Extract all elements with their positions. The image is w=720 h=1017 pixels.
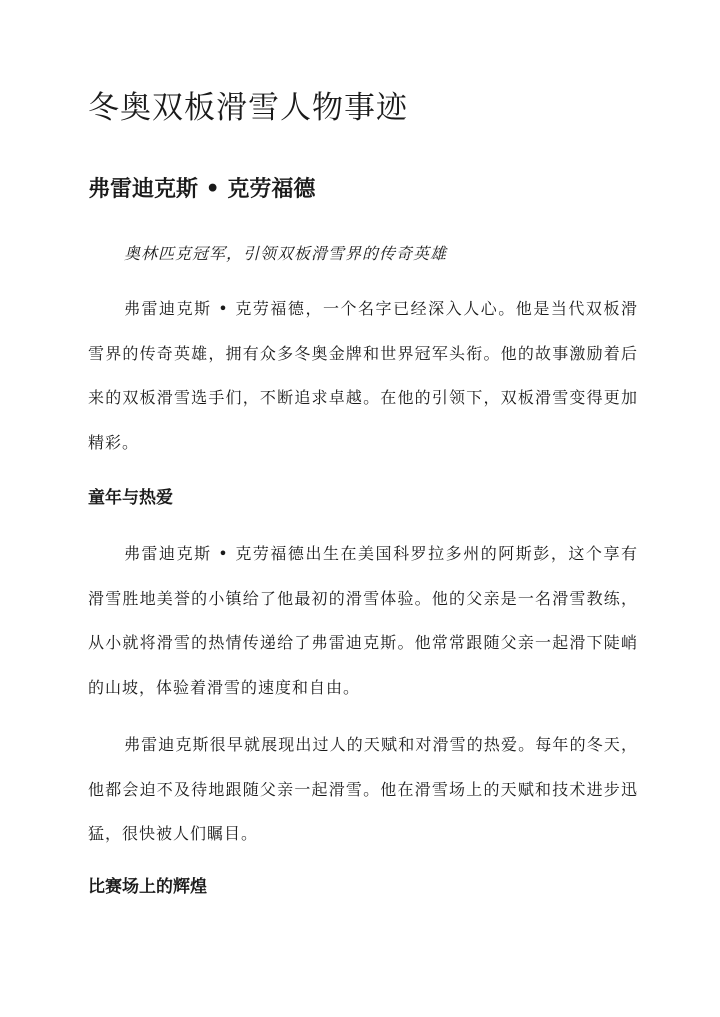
intro-paragraph: 弗雷迪克斯 • 克劳福德，一个名字已经深入人心。他是当代双板滑雪界的传奇英雄，拥有众多冬奥金牌和世界冠军头衔。他的故事激励着后来的双板滑雪选手们，不断追求卓越。在他的引领下，双板滑雪变得更加精彩。 <box>88 299 638 452</box>
competition-heading: 比赛场上的辉煌 <box>88 877 207 897</box>
childhood-paragraph-1: 弗雷迪克斯 • 克劳福德出生在美国科罗拉多州的阿斯彭，这个享有滑雪胜地美誉的小镇给了他最初的滑雪体验。他的父亲是一名滑雪教练，从小就将滑雪的热情传递给了弗雷迪克斯。他常常跟随父亲一起滑下陡峭的山坡，体验着滑雪的速度和自由。 <box>88 544 638 697</box>
subtitle: 奥林匹克冠军，引领双板滑雪界的传奇英雄 <box>124 244 448 263</box>
childhood-paragraph-2: 弗雷迪克斯很早就展现出过人的天赋和对滑雪的热爱。每年的冬天，他都会迫不及待地跟随父亲一起滑雪。他在滑雪场上的天赋和技术进步迅猛，很快被人们瞩目。 <box>88 735 638 843</box>
document-title: 冬奥双板滑雪人物事迹 <box>88 90 408 126</box>
section-heading: 弗雷迪克斯 • 克劳福德 <box>88 176 316 202</box>
childhood-heading: 童年与热爱 <box>88 488 173 508</box>
